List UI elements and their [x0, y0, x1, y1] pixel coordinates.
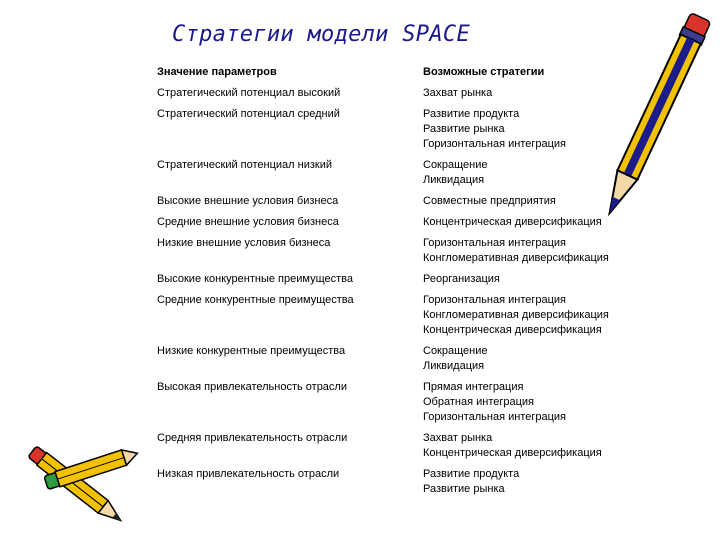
strategy-item: Концентрическая диверсификация	[423, 447, 602, 459]
param-cell: Стратегический потенциал высокий	[157, 87, 341, 99]
strategy-item: Конгломеративная диверсификация	[423, 252, 609, 264]
param-cell: Стратегический потенциал низкий	[157, 159, 333, 171]
strategy-item: Конгломеративная диверсификация	[423, 309, 609, 321]
strategy-cell	[423, 272, 637, 287]
strategy-item: Развитие продукта	[423, 108, 520, 120]
strategy-item: Горизонтальная интеграция	[423, 138, 566, 150]
strategy-item: Горизонтальная интеграция	[423, 294, 566, 306]
strategy-item: Сокращение	[423, 159, 488, 171]
strategy-item: Ликвидация	[423, 174, 485, 186]
param-cell: Низкая привлекательность отрасли	[157, 468, 340, 480]
strategy-item: Сокращение	[423, 345, 488, 357]
strategy-item: Захват рынка	[423, 432, 493, 444]
table-row	[157, 431, 637, 461]
strategy-item: Горизонтальная интеграция	[423, 411, 566, 423]
param-cell: Высокие внешние условия бизнеса	[157, 195, 339, 207]
header-param: Значение параметров	[157, 66, 277, 78]
strategy-table	[157, 60, 637, 497]
table-row	[157, 380, 637, 425]
param-cell: Высокие конкурентные преимущества	[157, 273, 354, 285]
strategy-item: Концентрическая диверсификация	[423, 216, 602, 228]
strategy-item: Прямая интеграция	[423, 381, 524, 393]
table-header-row	[157, 65, 637, 80]
strategy-cell	[423, 344, 637, 374]
table-row	[157, 293, 637, 338]
strategy-item: Ликвидация	[423, 360, 485, 372]
param-cell: Низкие внешние условия бизнеса	[157, 237, 331, 249]
table-row	[157, 236, 637, 266]
param-cell: Высокая привлекательность отрасли	[157, 381, 347, 393]
header-strategy: Возможные стратегии	[423, 66, 545, 78]
strategy-cell	[423, 380, 637, 425]
table-row	[157, 158, 637, 188]
strategy-cell	[423, 293, 637, 338]
table-row	[157, 107, 637, 152]
table-row	[157, 215, 637, 230]
table-row	[157, 467, 637, 497]
param-cell: Стратегический потенциал средний	[157, 108, 340, 120]
strategy-item: Развитие продукта	[423, 468, 520, 480]
pencil-large-icon	[585, 0, 720, 250]
param-cell: Средние внешние условия бизнеса	[157, 216, 339, 228]
strategy-item: Концентрическая диверсификация	[423, 324, 602, 336]
param-cell: Средняя привлекательность отрасли	[157, 432, 348, 444]
param-cell: Средние конкурентные преимущества	[157, 294, 354, 306]
strategy-item: Развитие рынка	[423, 483, 505, 495]
table-row	[157, 86, 637, 101]
pencils-crossed-icon	[0, 430, 145, 540]
table-row	[157, 194, 637, 209]
strategy-item: Захват рынка	[423, 87, 493, 99]
strategy-item: Реорганизация	[423, 273, 500, 285]
strategy-item: Совместные предприятия	[423, 195, 556, 207]
table-row	[157, 344, 637, 374]
strategy-cell	[423, 431, 637, 461]
strategy-cell	[423, 467, 637, 497]
strategy-item: Горизонтальная интеграция	[423, 237, 566, 249]
strategy-item: Обратная интеграция	[423, 396, 534, 408]
page-title: Стратегии модели SPACE	[172, 22, 470, 47]
strategy-item: Развитие рынка	[423, 123, 505, 135]
param-cell: Низкие конкурентные преимущества	[157, 345, 346, 357]
table-row	[157, 272, 637, 287]
